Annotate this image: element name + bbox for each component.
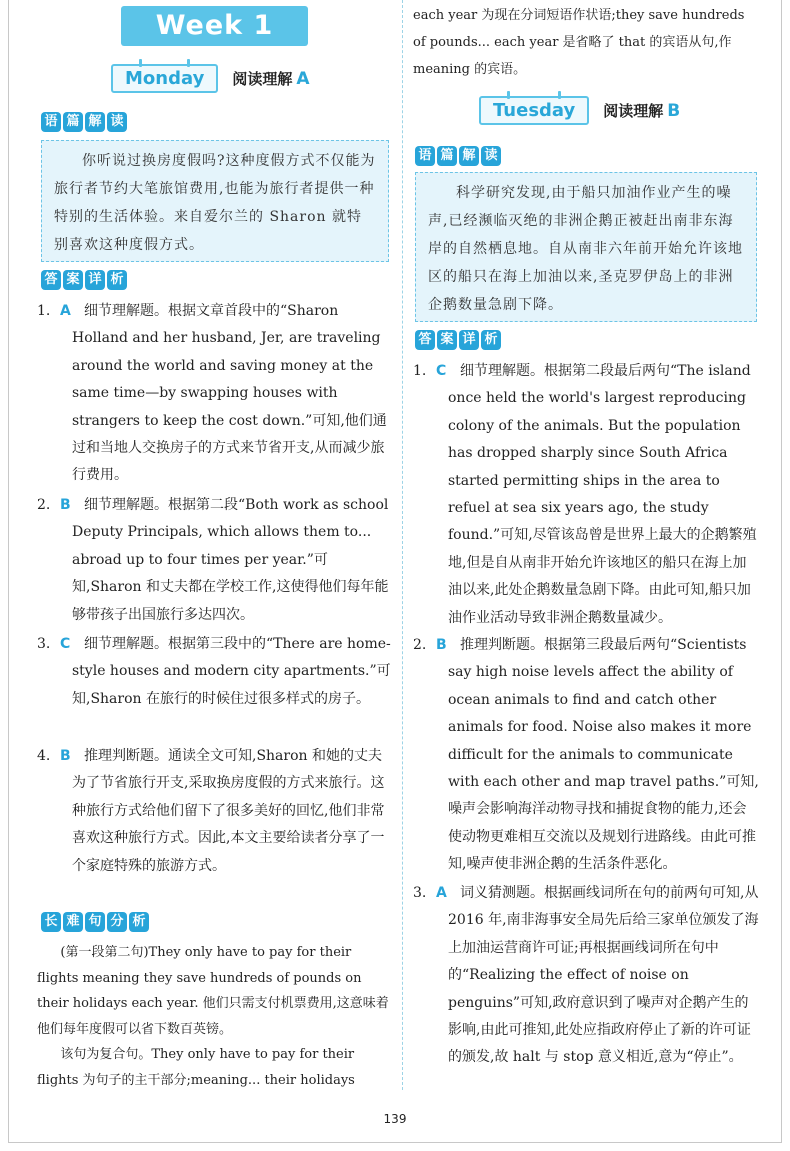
answer-item (37, 492, 393, 629)
sentence-analysis-label (41, 912, 149, 932)
column-divider (402, 0, 403, 1090)
answer-item (413, 880, 759, 1072)
right-column (413, 0, 759, 1100)
label-char: 篇 (63, 112, 83, 132)
label-char: 分 (107, 912, 127, 932)
answer-number: 4. (37, 748, 51, 764)
summary-label (41, 112, 127, 132)
answer-text: 细节理解题。根据文章首段中的“Sharon Holland and her husband, Jer, are traveling around the world and saving money at the same time—by swapping houses with strangers to keep the cost down.”可知,他们通过和当地人交换房子的方式来节省开支,从而减少旅行费用。 (72, 303, 387, 484)
summary-box: 科学研究发现,由于船只加油作业产生的噪声,已经濒临灭绝的非洲企鹅正被赶出南非东海岸的自然栖息地。自从南非六年前开始允许该地区的船只在海上加油以来,圣克罗伊岛上的非洲企鹅数量急剧下降。 (415, 172, 757, 322)
section-title-b (603, 100, 680, 121)
answers-label (415, 330, 501, 350)
label-char: 答 (415, 330, 435, 350)
label-char: 详 (85, 270, 105, 290)
label-char: 语 (41, 112, 61, 132)
answer-item (37, 743, 393, 880)
answer-number: 2. (413, 637, 427, 653)
page-number: 139 (383, 1112, 407, 1126)
label-char: 篇 (437, 146, 457, 166)
week-banner: Week 1 (121, 6, 308, 46)
section-title-text: 阅读理解 (603, 102, 664, 120)
answer-number: 1. (37, 303, 51, 319)
label-char: 解 (459, 146, 479, 166)
answer-text: 细节理解题。根据第二段“Both work as school Deputy Principals, which allows them to... abroad up to four times per year.”可知,Sharon 和丈夫都在学校工作,这使得他们每年能够带孩子出国旅行多达四次。 (72, 497, 389, 623)
answer-text: 词义猜测题。根据画线词所在句的前两句可知,从 2016 年,南非海事安全局先后给三家单位颁发了海上加油运营商许可证;再根据画线词所在句中的“Realizing the effect of noise on penguins”可知,政府意识到了噪声对企鹅产生的影响,由此可推知,此处应指政府停止了新的许可证的颁发,故 halt 与 stop 意义相近,意为“停止”。 (448, 885, 759, 1066)
answer-item (37, 631, 393, 713)
label-char: 析 (107, 270, 127, 290)
answers-label (41, 270, 127, 290)
answer-key: B (60, 497, 71, 513)
label-char: 读 (107, 112, 127, 132)
page (8, 0, 782, 1143)
left-column (37, 0, 389, 1100)
label-char: 句 (85, 912, 105, 932)
answer-key: A (60, 303, 71, 319)
summary-box: 你听说过换房度假吗?这种度假方式不仅能为旅行者节约大笔旅馆费用,也能为旅行者提供一种特别的生活体验。来自爱尔兰的 Sharon 就特别喜欢这种度假方式。 (41, 140, 389, 262)
answer-item (413, 358, 759, 632)
answer-text: 细节理解题。根据第三段中的“There are home-style houses and modern city apartments.”可知,Sharon 在旅行的时候住过很多样式的房子。 (72, 636, 391, 707)
label-char: 详 (459, 330, 479, 350)
label-char: 析 (481, 330, 501, 350)
label-char: 语 (415, 146, 435, 166)
label-char: 读 (481, 146, 501, 166)
label-char: 案 (437, 330, 457, 350)
answer-key: C (60, 636, 71, 652)
sentence-analysis-paragraph: (第一段第二句)They only have to pay for their flights meaning they save hundreds of pounds on their holidays each year. 他们只需支付机票费用,这意味着他们每年度假可以省下数百英镑。 (37, 945, 389, 1037)
continued-text: each year 为现在分词短语作状语;they save hundreds of pounds... each year 是省略了 that 的宾语从句,作 meaning 的宾语。 (413, 8, 745, 77)
answer-text: 推理判断题。根据第三段最后两句“Scientists say high noise levels affect the ability of ocean animals to find and catch other animals for food. Noise also makes it more difficult for the animals to communicate with each other and map travel paths.”可知,噪声会影响海洋动物寻找和捕捉食物的能力,还会使动物更难相互交流以及规划行进路线。由此可推知,噪声使非洲企鹅的生活条件恶化。 (448, 637, 759, 873)
monday-header (111, 64, 310, 93)
answer-text: 细节理解题。根据第二段最后两句“The island once held the world's largest reproducing colony of the animals. But the population has dropped sharply since South Africa started permitting ships in the area to refuel at sea six years ago, the study found.”可知,尽管该岛曾是世界上最大的企鹅繁殖地,但是自从南非开始允许该地区的船只在海上加油以来,此处企鹅数量急剧下降。由此可知,船只加油作业活动导致非洲企鹅数量减少。 (448, 363, 757, 626)
label-char: 长 (41, 912, 61, 932)
summary-label (415, 146, 501, 166)
answer-key: A (436, 885, 447, 901)
section-title-text: 阅读理解 (232, 70, 293, 88)
section-letter: B (667, 101, 681, 121)
answer-key: B (436, 637, 447, 653)
label-char: 析 (129, 912, 149, 932)
answer-text: 推理判断题。通读全文可知,Sharon 和她的丈夫为了节省旅行开支,采取换房度假的方式来旅行。这种旅行方式给他们留下了很多美好的回忆,他们非常喜欢这种旅行方式。因此,本文主要给读者分享了一个家庭特殊的旅游方式。 (72, 748, 385, 874)
label-char: 答 (41, 270, 61, 290)
day-badge-monday: Monday (111, 64, 218, 93)
section-title-a (232, 68, 309, 89)
label-char: 难 (63, 912, 83, 932)
day-badge-tuesday: Tuesday (479, 96, 589, 125)
answer-number: 2. (37, 497, 51, 513)
answer-number: 3. (413, 885, 427, 901)
sentence-analysis-paragraph: 该句为复合句。They only have to pay for their flights 为句子的主干部分;meaning... their holidays (37, 1047, 355, 1088)
label-char: 解 (85, 112, 105, 132)
answer-key: C (436, 363, 447, 379)
answer-item (413, 632, 759, 879)
tuesday-header (479, 96, 680, 125)
label-char: 案 (63, 270, 83, 290)
answer-key: B (60, 748, 71, 764)
answer-number: 3. (37, 636, 51, 652)
answer-number: 1. (413, 363, 427, 379)
answer-item (37, 298, 393, 490)
section-letter: A (296, 69, 310, 89)
